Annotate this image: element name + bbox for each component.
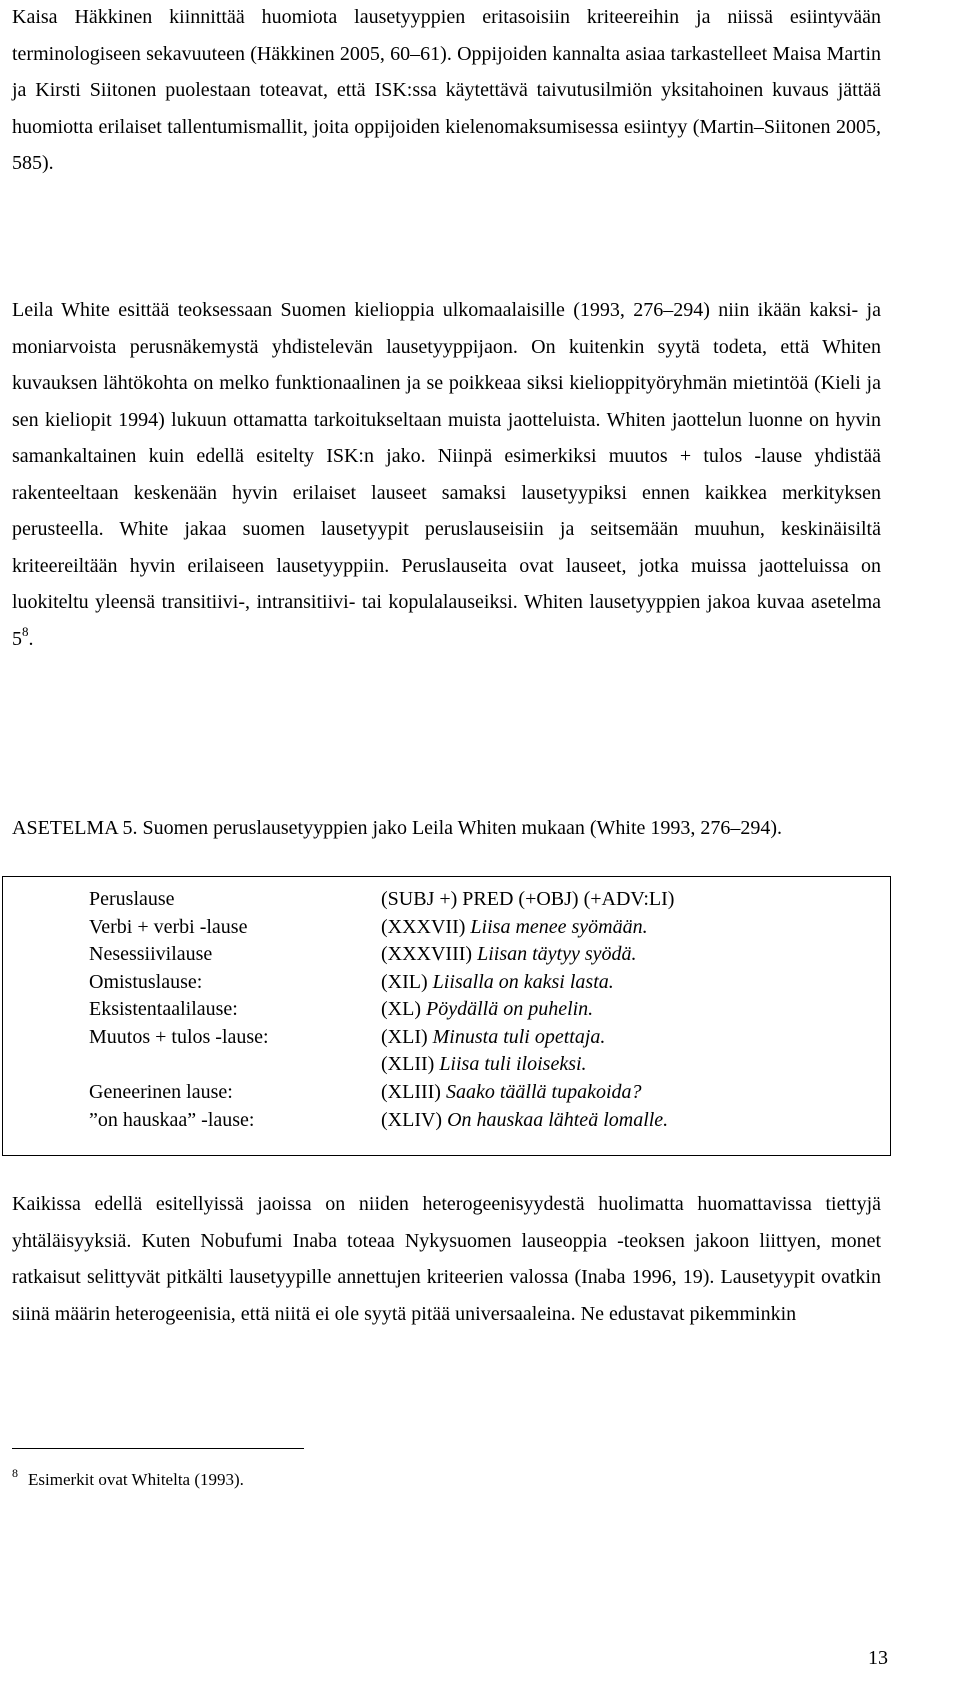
table-row-type: Geneerinen lause: [89,1081,233,1103]
table-row-example: (XLI) Minusta tuli opettaja. [381,1026,606,1048]
table-row-example: (XL) Pöydällä on puhelin. [381,998,594,1020]
table-row-type: Nesessiivilause [89,943,213,965]
paragraph-2 [12,292,881,657]
table-row-type: Omistuslause: [89,971,203,993]
table-row-example: (XLII) Liisa tuli iloiseksi. [381,1053,587,1075]
table-row [3,995,890,1023]
paragraph-3: Kaikissa edellä esitellyissä jaoissa on niiden heterogeenisyydestä huolimatta huomattavissa tiettyjä yhtäläisyyksiä. Kuten Nobufumi Inaba toteaa Nykysuomen lauseoppia -teoksen jakoon liittyen, monet ratkaisut selittyvät pitkälti lausetyypille annettujen kriteerien valossa (Inaba 1996, 19). Lausetyypit ovatkin siinä määrin heterogeenisia, että niitä ei ole syytä pitää universaaleina. Ne edustavat pikemminkin [12,1193,881,1325]
table-caption: ASETELMA 5. Suomen peruslausetyyppien jako Leila Whiten mukaan (White 1993, 276–294). [12,817,783,839]
table-row-type: Muutos + tulos -lause: [89,1026,269,1048]
footnote [12,1461,244,1492]
table-row [3,1078,890,1106]
table-row-example: (XLIII) Saako täällä tupakoida? [381,1081,642,1103]
table-row-example: (SUBJ +) PRED (+OBJ) (+ADV:LI) [381,888,675,910]
sentence-type-table [2,876,891,1156]
footnote-reference: 8 [22,623,29,639]
paragraph-2-text: Leila White esittää teoksessaan Suomen kielioppia ulkomaalaisille (1993, 276–294) niin ikään kaksi- ja moniarvoista perusnäkemystä yhdistelevän lausetyyppijaon. On kuitenkin syytä todeta, että Whiten kuvauksen lähtökohta on melko funktionaalinen ja se poikkeaa siksi kielioppityöryhmän mietintöä (Kieli ja sen kieliopit 1994) lukuun ottamatta tarkoitukseltaan muista jaotteluista. Whiten jaottelun luonne on hyvin samankaltainen kuin edellä esitelty ISK:n jako. Niinpä esimerkiksi muutos + tulos -lause yhdistää rakenteeltaan keskenään hyvin erilaiset lauseet samaksi lausetyypiksi ennen kaikkea merkityksen perusteella. White jakaa suomen lausetyypit peruslauseisiin ja seitsemään muuhun, keskinäisiltä kriteereiltään hyvin erilaiseen lausetyyppiin. Peruslauseita ovat lauseet, jotka muissa jaotteluissa on luokiteltu yleensä transitiivi-, intransitiivi- tai kopulalauseiksi. Whiten lausetyyppien jakoa kuvaa asetelma 5 [12,299,881,650]
table-row-type: Verbi + verbi -lause [89,916,248,938]
table-row [3,968,890,996]
table-row-type: Peruslause [89,888,175,910]
page-number: 13 [868,1647,888,1669]
paragraph-1: Kaisa Häkkinen kiinnittää huomiota lausetyyppien eritasoisiin kriteereihin ja niissä esiintyvään terminologiseen sekavuuteen (Häkkinen 2005, 60–61). Oppijoiden kannalta asiaa tarkastelleet Maisa Martin ja Kirsti Siitonen puolestaan toteavat, että ISK:ssa käytettävä taivutusilmiön yksitahoinen kuvaus jättää huomiotta erilaiset tallentumismallit, joita oppijoiden kielenomaksumisessa esiintyy (Martin–Siitonen 2005, 585). [12,6,881,174]
table-row-type: Eksistentaalilause: [89,998,238,1020]
table-row-example: (XXXVIII) Liisan täytyy syödä. [381,943,637,965]
table-row-example: (XLIV) On hauskaa lähteä lomalle. [381,1109,669,1131]
table-row [3,1050,890,1078]
footnote-text: Esimerkit ovat Whitelta (1993). [28,1470,244,1489]
footnote-separator [12,1448,304,1449]
table-row-example: (XXXVII) Liisa menee syömään. [381,916,648,938]
table-row [3,885,890,913]
table-row-type: ”on hauskaa” -lause: [89,1109,255,1131]
table-row [3,1106,890,1134]
footnote-marker: 8 [12,1466,18,1480]
table-row [3,913,890,941]
table-row [3,1023,890,1051]
table-row [3,940,890,968]
table-row-example: (XIL) Liisalla on kaksi lasta. [381,971,614,993]
paragraph-2-end: . [28,627,34,650]
